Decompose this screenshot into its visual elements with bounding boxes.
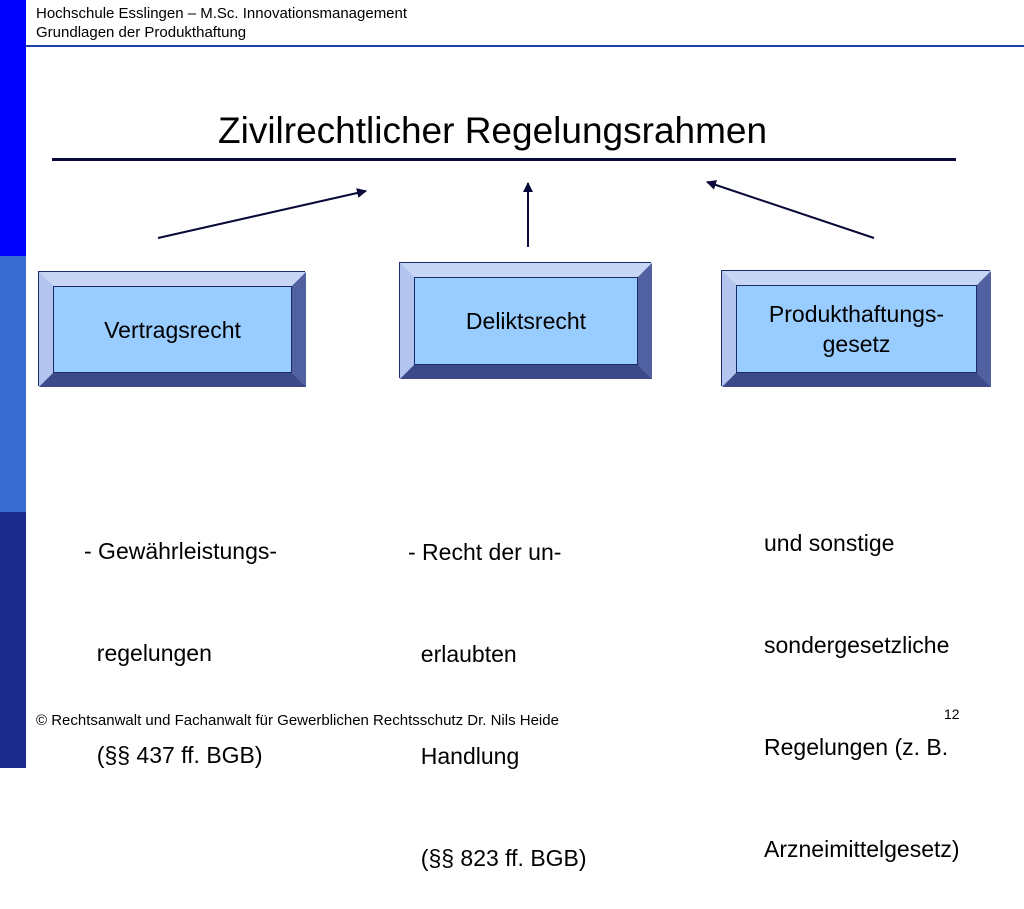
box-label-produkthaftung-line2: gesetz [822,331,891,357]
page-number: 12 [944,706,960,722]
text-line: (§§ 823 ff. BGB) [408,845,587,871]
arrow-left [158,191,366,238]
header-line-2: Grundlagen der Produkthaftung [36,24,247,41]
text-vertragsrecht [84,466,277,806]
box-label-deliktsrecht: Deliktsrecht [465,308,587,334]
text-line: (§§ 437 ff. BGB) [84,742,263,768]
text-produkthaftung [764,458,960,900]
box-produkthaftungsgesetz [721,270,990,386]
text-deliktsrecht [408,467,587,909]
text-line: Handlung [408,743,520,769]
arrow-right [707,182,874,238]
box-label-vertragsrecht: Vertragsrecht [104,316,241,343]
header-line-1: Hochschule Esslingen – M.Sc. Innovationsmanagement [36,5,408,22]
text-line: sondergesetzliche [764,632,950,658]
box-deliktsrecht [399,262,651,378]
text-line: Regelungen (z. B. [764,734,949,760]
text-line: - Gewährleistungs- [84,538,278,564]
text-line: - Recht der un- [408,539,562,565]
box-label-produkthaftung-line1: Produkthaftungs- [768,301,945,327]
text-line: und sonstige [764,530,895,556]
text-line: regelungen [84,640,212,666]
slide-title: Zivilrechtlicher Regelungsrahmen [218,110,768,151]
text-line: erlaubten [408,641,517,667]
box-vertragsrecht [38,271,305,386]
footer-copyright: © Rechtsanwalt und Fachanwalt für Gewerblichen Rechtsschutz Dr. Nils Heide [36,712,559,729]
text-line: Arzneimittelgesetz) [764,836,960,862]
